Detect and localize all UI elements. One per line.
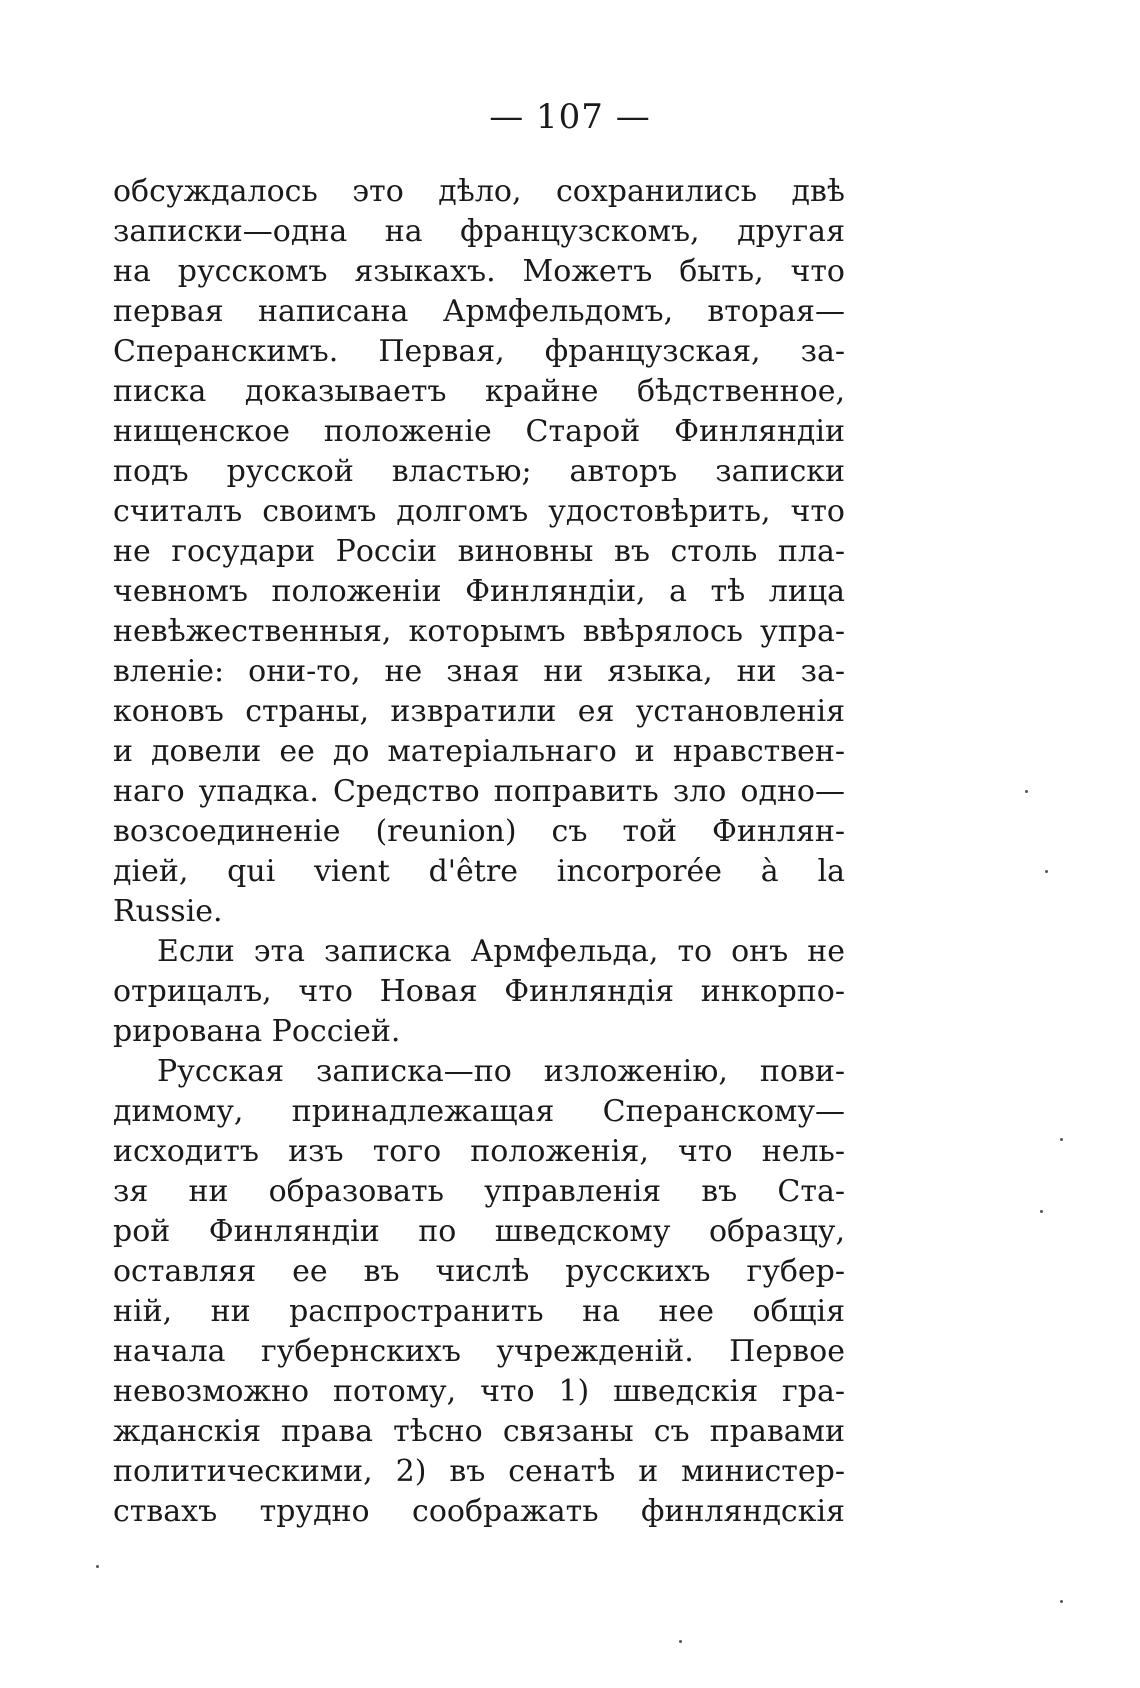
text-line: зя ни образовать управленія въ Ста- (113, 1174, 845, 1209)
scan-speck (1040, 1210, 1043, 1213)
text-line: обсуждалось это дѣло, сохранились двѣ (113, 174, 845, 209)
text-line: на русскомъ языкахъ. Можетъ быть, что (113, 254, 845, 289)
text-line: Сперанскимъ. Первая, французская, за- (113, 334, 845, 369)
page-number: — 107 — (489, 97, 651, 137)
text-line: ствахъ трудно соображать финляндскія (113, 1494, 845, 1529)
text-line: записки—одна на французскомъ, другая (113, 214, 845, 249)
text-line: діей, qui vient d'être incorporée à la (113, 854, 845, 889)
text-line: вленіе: они-то, не зная ни языка, ни за- (113, 654, 845, 689)
text-line: невѣжественныя, которымъ ввѣрялось упра- (113, 614, 845, 649)
text-line: рой Финляндіи по шведскому образцу, (113, 1214, 845, 1249)
body-text (113, 172, 845, 1532)
text-line: отрицалъ, что Новая Финляндія инкорпо- (113, 974, 845, 1009)
text-line: димому, принадлежащая Сперанскому— (113, 1094, 845, 1129)
text-line: возсоединеніе (reunion) съ той Финлян- (113, 814, 845, 849)
scan-speck (1025, 790, 1028, 793)
text-line: коновъ страны, извратили ея установленія (113, 694, 845, 729)
text-line: подъ русской властью; авторъ записки (113, 454, 845, 489)
scan-speck (1060, 1600, 1063, 1603)
text-line: жданскія права тѣсно связаны съ правами (113, 1414, 845, 1449)
text-line: ній, ни распространить на нее общія (113, 1294, 845, 1329)
text-line: чевномъ положеніи Финляндіи, а тѣ лица (113, 574, 845, 609)
text-line: нищенское положеніе Старой Финляндіи (113, 414, 845, 449)
text-line: Русская записка—по изложенію, пови- (157, 1054, 845, 1089)
text-line: Если эта записка Армфельда, то онъ не (157, 934, 845, 969)
text-line: считалъ своимъ долгомъ удостовѣрить, что (113, 494, 845, 529)
scan-speck (1045, 870, 1048, 873)
text-line: и довели ее до матеріальнаго и нравствен- (113, 734, 845, 769)
text-line: исходитъ изъ того положенія, что нель- (113, 1134, 845, 1169)
text-line: невозможно потому, что 1) шведскія гра- (113, 1374, 845, 1409)
text-line: не государи Россіи виновны въ столь пла- (113, 534, 845, 569)
text-line: Russie. (113, 894, 223, 929)
text-line: наго упадка. Средство поправить зло одно— (113, 774, 845, 809)
text-line: политическими, 2) въ сенатѣ и министер- (113, 1454, 845, 1489)
text-line: писка доказываетъ крайне бѣдственное, (113, 374, 845, 409)
text-line: начала губернскихъ учрежденій. Первое (113, 1334, 845, 1369)
text-line: рирована Россіей. (113, 1014, 401, 1049)
text-line: оставляя ее въ числѣ русскихъ губер- (113, 1254, 845, 1289)
text-line: первая написана Армфельдомъ, вторая— (113, 294, 845, 329)
scan-speck (96, 1565, 99, 1568)
scan-speck (1060, 1138, 1063, 1141)
scan-speck (679, 1640, 682, 1643)
